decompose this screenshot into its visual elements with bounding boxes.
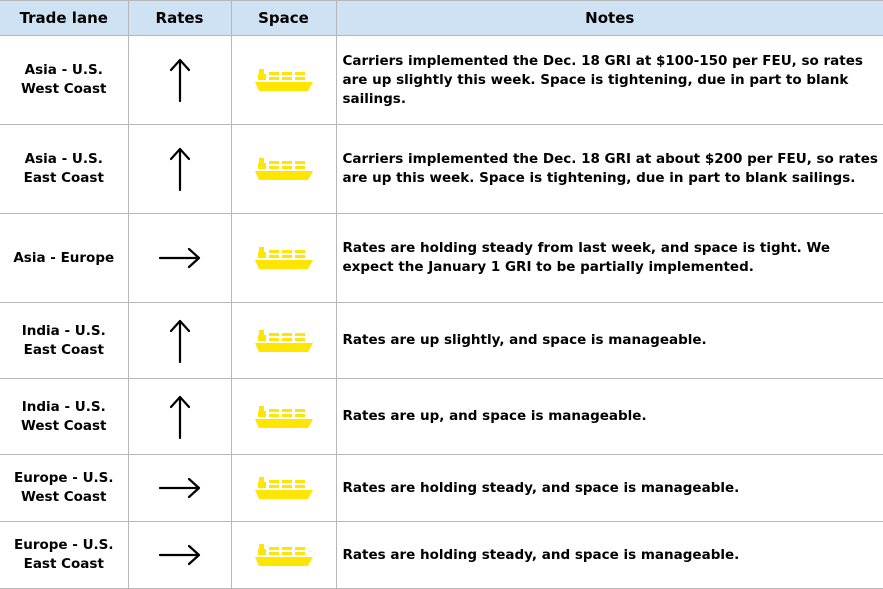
lane-line-1: Asia - U.S. [24, 62, 103, 78]
arrow-up-icon [168, 146, 192, 192]
ship-icon [254, 156, 314, 182]
table-row [0, 214, 883, 303]
trade-lane-cell [0, 455, 128, 522]
rate-cell [128, 36, 231, 125]
rate-cell [128, 455, 231, 522]
notes-cell: Rates are holding steady from last week, and space is tight. We expect the January 1 GRI to be partially implemented. [336, 214, 883, 303]
trade-lane-cell [0, 125, 128, 214]
header-space: Space [231, 1, 336, 36]
rate-cell [128, 379, 231, 455]
table-row [0, 36, 883, 125]
space-cell [231, 303, 336, 379]
arrow-right-icon [158, 246, 202, 270]
lane-line-2: West Coast [20, 81, 107, 97]
table-row [0, 379, 883, 455]
lane-line-1: Asia - U.S. [24, 151, 103, 167]
ship-icon [254, 328, 314, 354]
rate-cell [128, 214, 231, 303]
table-row [0, 303, 883, 379]
trade-lane-cell [0, 522, 128, 589]
ship-icon [254, 542, 314, 568]
lane-line-1: Europe - U.S. [13, 470, 114, 486]
space-cell [231, 36, 336, 125]
trade-lane-cell [0, 379, 128, 455]
trade-lane-cell [0, 214, 128, 303]
header-rates: Rates [128, 1, 231, 36]
arrow-up-icon [168, 318, 192, 364]
notes-cell: Carriers implemented the Dec. 18 GRI at $100-150 per FEU, so rates are up slightly this week. Space is tightening, due in part to blank sailings. [336, 36, 883, 125]
space-cell [231, 379, 336, 455]
trade-lane-cell [0, 36, 128, 125]
lane-line-2: East Coast [23, 341, 104, 358]
arrow-right-icon [158, 543, 202, 567]
arrow-right-icon [158, 476, 202, 500]
ship-icon [254, 67, 314, 93]
table-row [0, 125, 883, 214]
notes-cell: Rates are holding steady, and space is manageable. [336, 522, 883, 589]
notes-cell: Rates are up, and space is manageable. [336, 379, 883, 455]
notes-cell: Rates are holding steady, and space is manageable. [336, 455, 883, 522]
header-row [0, 1, 883, 36]
notes-cell: Carriers implemented the Dec. 18 GRI at about $200 per FEU, so rates are up this week. Space is tightening, due in part to blank sailings. [336, 125, 883, 214]
lane-line-2: West Coast [20, 417, 107, 434]
space-cell [231, 455, 336, 522]
arrow-up-icon [168, 394, 192, 440]
lane-line-1: India - U.S. [21, 398, 106, 415]
space-cell [231, 125, 336, 214]
rate-cell [128, 303, 231, 379]
lane-line-2: East Coast [23, 556, 104, 572]
rate-cell [128, 125, 231, 214]
lane-line-1: India - U.S. [21, 322, 106, 339]
lane-line-2: East Coast [23, 170, 104, 186]
notes-cell: Rates are up slightly, and space is manageable. [336, 303, 883, 379]
header-trade-lane: Trade lane [0, 1, 128, 36]
rate-cell [128, 522, 231, 589]
lane-line-2: West Coast [20, 489, 107, 505]
space-cell [231, 214, 336, 303]
lane-line-1: Europe - U.S. [13, 537, 114, 553]
table-row [0, 522, 883, 589]
ship-icon [254, 245, 314, 271]
ship-icon [254, 475, 314, 501]
arrow-up-icon [168, 57, 192, 103]
header-notes: Notes [336, 1, 883, 36]
trade-lane-cell [0, 303, 128, 379]
table-row [0, 455, 883, 522]
space-cell [231, 522, 336, 589]
lane-line-1: Asia - Europe [13, 249, 115, 266]
ship-icon [254, 404, 314, 430]
